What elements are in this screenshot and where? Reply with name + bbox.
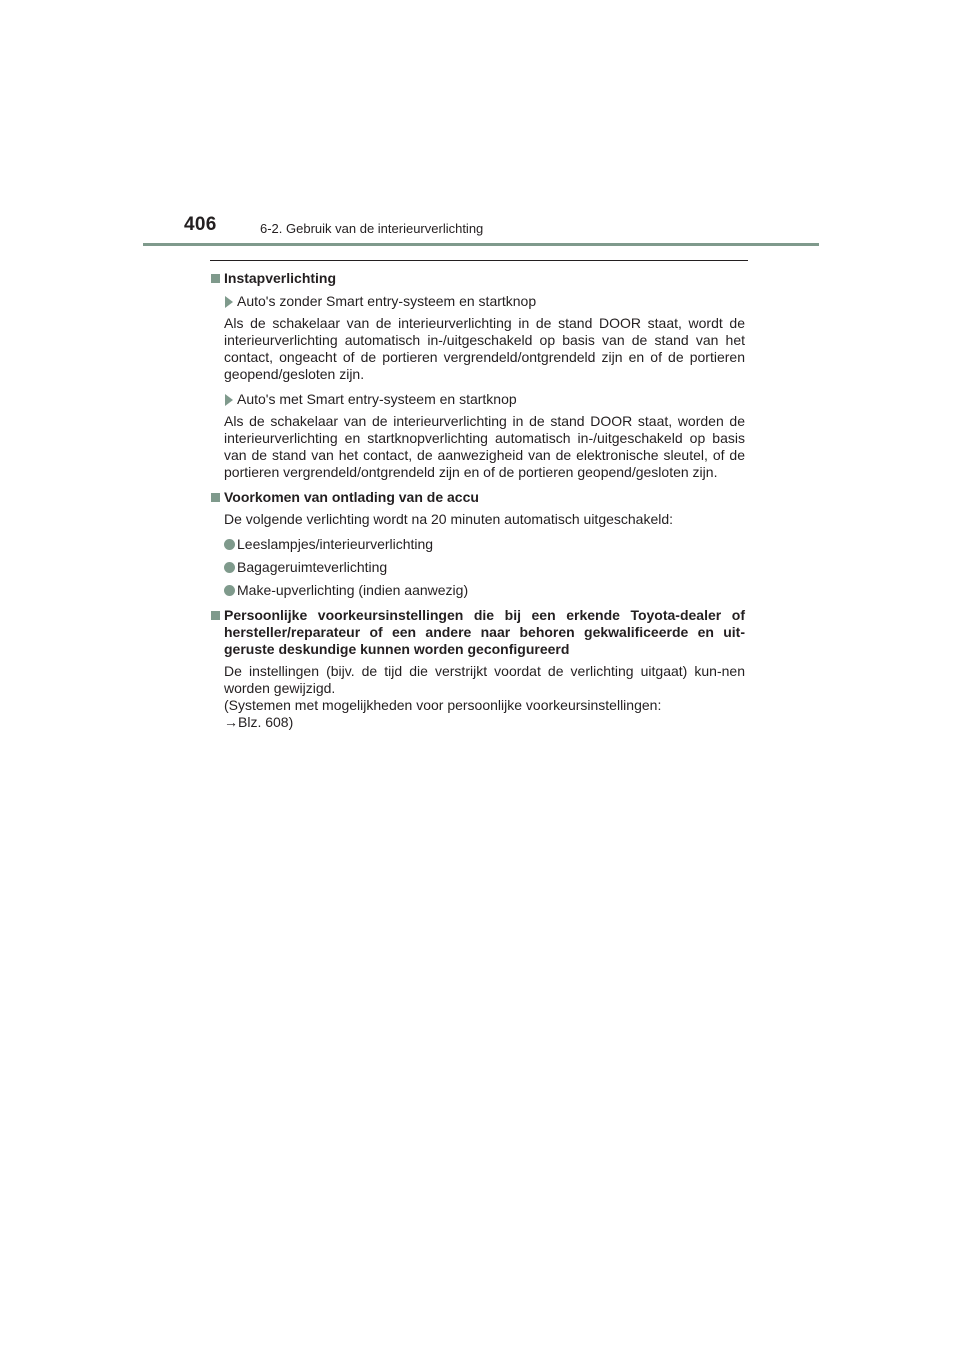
paragraph: De instellingen (bijv. de tijd die verstrijkt voordat de verlichting uitgaat) kun-nen worden gewijzigd. xyxy=(224,663,745,696)
paragraph: Als de schakelaar van de interieurverlichting in de stand DOOR staat, worden de interieurverlichting en startknopverlichting automatisch in-/uitgeschakeld op basis van de stand van het contact, de aanwezigheid van de elektronische sleutel, of de portieren vergrendeld/ontgrendeld zijn en of de portieren geopend/gesloten zijn. xyxy=(224,413,745,480)
circle-bullet-icon xyxy=(224,539,235,550)
section-heading xyxy=(210,270,745,287)
page-reference-link[interactable]: →Blz. 608) xyxy=(224,714,294,730)
heading-text: Instapverlichting xyxy=(224,270,337,286)
list-item xyxy=(210,582,745,599)
content-divider xyxy=(210,260,748,261)
note-text: (Systemen met mogelijkheden voor persoonlijke voorkeursinstellingen: xyxy=(224,697,662,713)
list-item xyxy=(210,559,745,576)
paragraph: Als de schakelaar van de interieurverlichting in de stand DOOR staat, wordt de interieurverlichting automatisch in-/uitgeschakeld op basis van de stand van het contact, ongeacht of de portieren vergrendeld/ontgrendeld zijn en of de portieren geopend/gesloten zijn. xyxy=(224,315,745,382)
subsection-label-text: Auto's met Smart entry-systeem en startknop xyxy=(237,391,517,407)
square-bullet-icon xyxy=(211,493,220,502)
heading-text: Persoonlijke voorkeursinstellingen die bij een erkende Toyota-dealer of hersteller/reparateur of een andere naar behoren gekwalificeerde en uit-geruste deskundige kunnen worden geconfigureerd xyxy=(224,607,745,657)
page-number: 406 xyxy=(184,214,217,235)
subsection-label-text: Auto's zonder Smart entry-systeem en startknop xyxy=(237,293,537,309)
list-item-text: Leeslampjes/interieurverlichting xyxy=(237,536,434,552)
section-title: 6-2. Gebruik van de interieurverlichting xyxy=(260,221,484,236)
circle-bullet-icon xyxy=(224,585,235,596)
square-bullet-icon xyxy=(211,274,220,283)
circle-bullet-icon xyxy=(224,562,235,573)
paragraph: De volgende verlichting wordt na 20 minuten automatisch uitgeschakeld: xyxy=(224,511,674,527)
page-content xyxy=(210,265,745,731)
header-rule xyxy=(143,243,819,246)
heading-text: Voorkomen van ontlading van de accu xyxy=(224,489,479,505)
section-heading xyxy=(210,607,745,658)
list-item-text: Bagageruimteverlichting xyxy=(237,559,388,575)
subsection-label xyxy=(210,391,745,408)
square-bullet-icon xyxy=(211,611,220,620)
triangle-arrow-icon xyxy=(225,296,233,308)
triangle-arrow-icon xyxy=(225,394,233,406)
list-item xyxy=(210,536,745,553)
section-heading xyxy=(210,489,745,506)
list-item-text: Make-upverlichting (indien aanwezig) xyxy=(237,582,469,598)
subsection-label xyxy=(210,293,745,310)
